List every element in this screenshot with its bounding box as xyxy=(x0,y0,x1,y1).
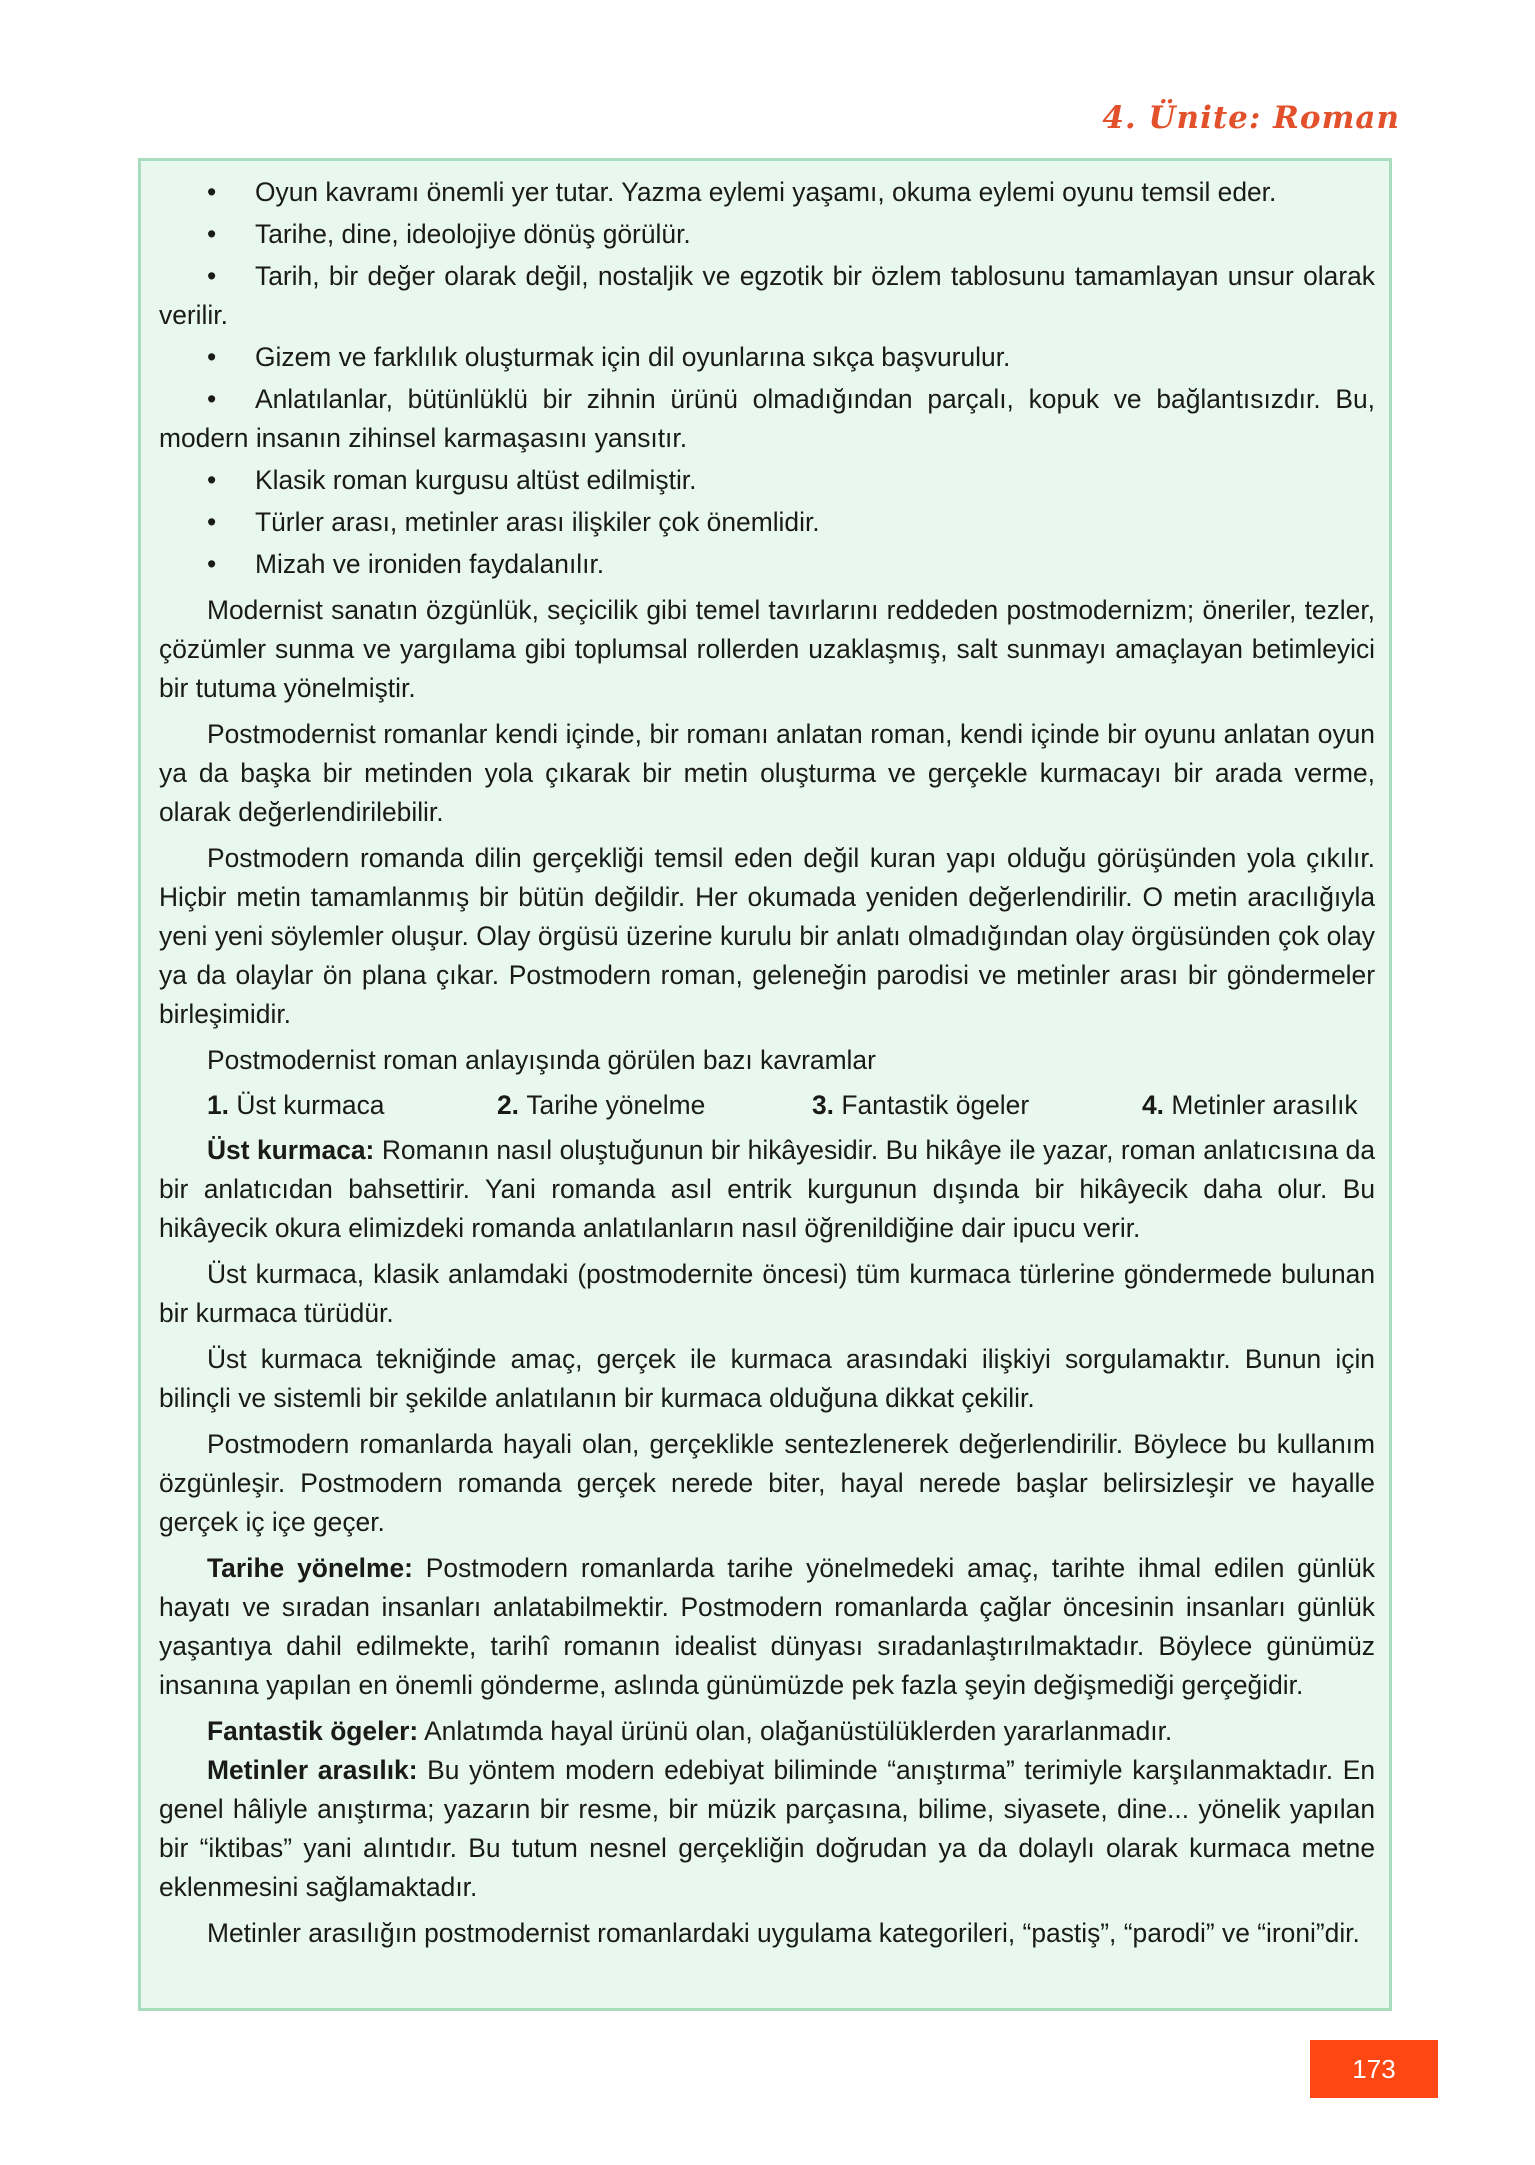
paragraph-tarihe-yonelme: Tarihe yönelme: Postmodern romanlarda tarihe yönelmedeki amaç, tarihte ihmal edilen günlük hayatı ve sıradan insanları anlatabilmektir. Postmodern romanlarda çağlar öncesinin insanları günlük yaşantıya dahil edilmekte, tarihî romanın idealist dünyası sıradanlaştırılmaktadır. Böylece günümüz insanına yapılan en önemli gönderme, aslında günümüzde pek fazla şeyin değişmediği gerçeğidir. xyxy=(159,1553,1375,1700)
paragraph-hayal: Postmodern romanlarda hayali olan, gerçeklikle sentezlenerek değerlendirilir. Böylece bu kullanım özgünleşir. Postmodern romanda gerçek nerede biter, hayal nerede başlar belirsizleşir ve hayalle gerçek iç içe geçer. xyxy=(159,1429,1375,1537)
page-number: 173 xyxy=(1310,2040,1438,2098)
term-label: Üst kurmaca: xyxy=(207,1135,375,1165)
paragraph-ust-kurmaca: Üst kurmaca: Romanın nasıl oluştuğunun bir hikâyesidir. Bu hikâye ile yazar, roman anlatıcısına da bir anlatıcıdan bahsettirir. Yani romanda asıl entrik kurgunun dışında bir hikâyecik daha olur. Bu hikâyecik okura elimizdeki romanda anlatılanların nasıl öğrenildiğine dair ipucu verir. xyxy=(159,1135,1375,1243)
bullet-item: • Türler arası, metinler arası ilişkiler çok önemlidir. xyxy=(207,507,820,537)
paragraph-postmodernist-novels: Postmodernist romanlar kendi içinde, bir romanı anlatan roman, kendi içinde bir oyunu anlatan oyun ya da başka bir metinden yola çıkarak bir metin oluşturma ve gerçekle kurmacayı bir arada verme, olarak değerlendirilebilir. xyxy=(159,719,1375,827)
paragraph-metinler-arasilik: Metinler arasılık: Bu yöntem modern edebiyat biliminde “anıştırma” terimiyle karşılanmaktadır. En genel hâliyle anıştırma; yazarın bir resme, bir müzik parçasına, bilime, siyasete, dine... yönelik yapılan bir “iktibas” yani alıntıdır. Bu tutum nesnel gerçekliğin doğrudan ya da dolaylı olarak kurmaca metne eklenmesini sağlamaktadır. xyxy=(159,1755,1375,1902)
term-label: Fantastik ögeler: xyxy=(207,1716,419,1746)
bullet-item: • Tarih, bir değer olarak değil, nostaljik ve egzotik bir özlem tablosunu tamamlayan unsur olarak verilir. xyxy=(159,261,1375,330)
unit-title: 4. Ünite: Roman xyxy=(1102,100,1400,136)
bullet-item: • Oyun kavramı önemli yer tutar. Yazma eylemi yaşamı, okuma eylemi oyunu temsil eder. xyxy=(207,177,1277,207)
bullet-item: • Tarihe, dine, ideolojiye dönüş görülür. xyxy=(207,219,691,249)
concepts-list xyxy=(207,1086,1375,1125)
paragraph-modernist: Modernist sanatın özgünlük, seçicilik gibi temel tavırlarını reddeden postmodernizm; öneriler, tezler, çözümler sunma ve yargılama gibi toplumsal rollerden uzaklaşmış, salt sunmayı amaçlayan betimleyici bir tutuma yönelmiştir. xyxy=(159,595,1375,703)
bullet-item: • Anlatılanlar, bütünlüklü bir zihnin ürünü olmadığından parçalı, kopuk ve bağlantısızdır. Bu, modern insanın zihinsel karmaşasını yansıtır. xyxy=(159,384,1375,453)
content-box xyxy=(138,158,1392,2011)
concept-item: 4. Metinler arasılık xyxy=(1142,1090,1358,1120)
concepts-intro: Postmodernist roman anlayışında görülen bazı kavramlar xyxy=(207,1045,876,1075)
concept-item: 1. Üst kurmaca xyxy=(207,1090,385,1120)
paragraph-language: Postmodern romanda dilin gerçekliği temsil eden değil kuran yapı olduğu görüşünden yola çıkılır. Hiçbir metin tamamlanmış bir bütün değildir. Her okumada yeniden değerlendirilir. O metin aracılığıyla yeni yeni söylemler oluşur. Olay örgüsü üzerine kurulu bir anlatı olmadığından olay örgüsünden çok olay ya da olaylar ön plana çıkar. Postmodern roman, geleneğin parodisi ve metinler arası bir göndermeler birleşimidir. xyxy=(159,843,1375,1029)
paragraph-fantastik: Fantastik ögeler: Anlatımda hayal ürünü olan, olağanüstülüklerden yararlanmadır. xyxy=(207,1716,1173,1746)
paragraph-ust-kurmaca-aim: Üst kurmaca tekniğinde amaç, gerçek ile kurmaca arasındaki ilişkiyi sorgulamaktır. Bunun için bilinçli ve sistemli bir şekilde anlatılanın bir kurmaca olduğuna dikkat çekilir. xyxy=(159,1344,1375,1413)
paragraph-ust-kurmaca-type: Üst kurmaca, klasik anlamdaki (postmodernite öncesi) tüm kurmaca türlerine göndermede bulunan bir kurmaca türüdür. xyxy=(159,1259,1375,1328)
bullet-item: • Gizem ve farklılık oluşturmak için dil oyunlarına sıkça başvurulur. xyxy=(207,342,1011,372)
concept-item: 3. Fantastik ögeler xyxy=(812,1090,1030,1120)
paragraph-categories: Metinler arasılığın postmodernist romanlardaki uygulama kategorileri, “pastiş”, “parodi” ve “ironi”dir. xyxy=(207,1918,1360,1948)
bullet-item: • Klasik roman kurgusu altüst edilmiştir. xyxy=(207,465,697,495)
term-label: Tarihe yönelme: xyxy=(207,1553,413,1583)
concept-item: 2. Tarihe yönelme xyxy=(497,1090,706,1120)
bullet-item: • Mizah ve ironiden faydalanılır. xyxy=(207,549,605,579)
term-label: Metinler arasılık: xyxy=(207,1755,418,1785)
